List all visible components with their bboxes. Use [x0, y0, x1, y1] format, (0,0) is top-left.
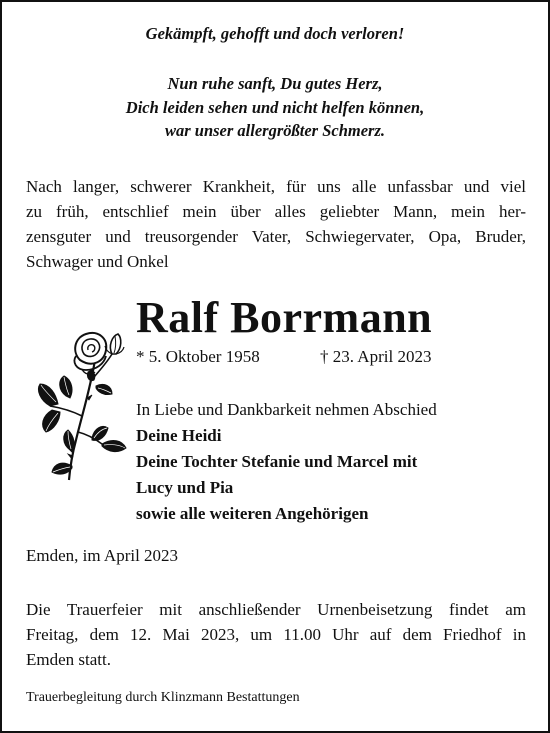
verse-line-3: Dich leiden sehen und nicht helfen können, [125, 97, 425, 117]
mourners-lead: In Liebe und Dankbarkeit nehmen Abschied [136, 400, 437, 419]
funeral-line-3: Emden statt. [26, 650, 111, 669]
verse-line-1: Gekämpft, gehofft und doch verloren! [145, 24, 405, 43]
mourner-line-3: Lucy und Pia [136, 478, 234, 497]
mourner-line-1: Deine Heidi [136, 426, 222, 445]
mourner-line-2: Deine Tochter Stefanie und Marcel mit [136, 452, 418, 471]
verse-line-4: war unser allergrößter Schmerz. [164, 121, 386, 140]
deceased-name: Ralf Borrmann [136, 293, 433, 342]
funeral-line-2: Freitag, dem 12. Mai 2023, um 11.00 Uhr auf dem Friedhof in [26, 625, 526, 644]
verse-line-2: Nun ruhe sanft, Du gutes Herz, [167, 74, 383, 93]
intro-line-2: zu früh, entschlief mein über alles geliebter Mann, mein her- [26, 202, 526, 221]
intro-line-3: zensguter und treusorgender Vater, Schwiegervater, Opa, Bruder, [26, 227, 526, 246]
place-and-date: Emden, im April 2023 [26, 546, 179, 565]
funeral-paragraph [26, 597, 526, 672]
death-date: † 23. April 2023 [320, 347, 432, 366]
intro-line-1: Nach langer, schwerer Krankheit, für uns alle unfassbar und viel [26, 177, 526, 196]
verse-main [2, 72, 548, 143]
mourners-block [136, 397, 437, 527]
intro-paragraph [26, 174, 526, 274]
mourner-line-4: sowie alle weiteren Angehörigen [136, 504, 369, 523]
rose-icon [32, 320, 132, 488]
undertaker-credit: Trauerbegleitung durch Klinzmann Bestattungen [26, 690, 300, 705]
intro-line-4: Schwager und Onkel [26, 252, 169, 271]
birth-date: * 5. Oktober 1958 [136, 347, 260, 366]
verse-opening [2, 22, 548, 46]
funeral-line-1: Die Trauerfeier mit anschließender Urnenbeisetzung findet am [26, 600, 526, 619]
